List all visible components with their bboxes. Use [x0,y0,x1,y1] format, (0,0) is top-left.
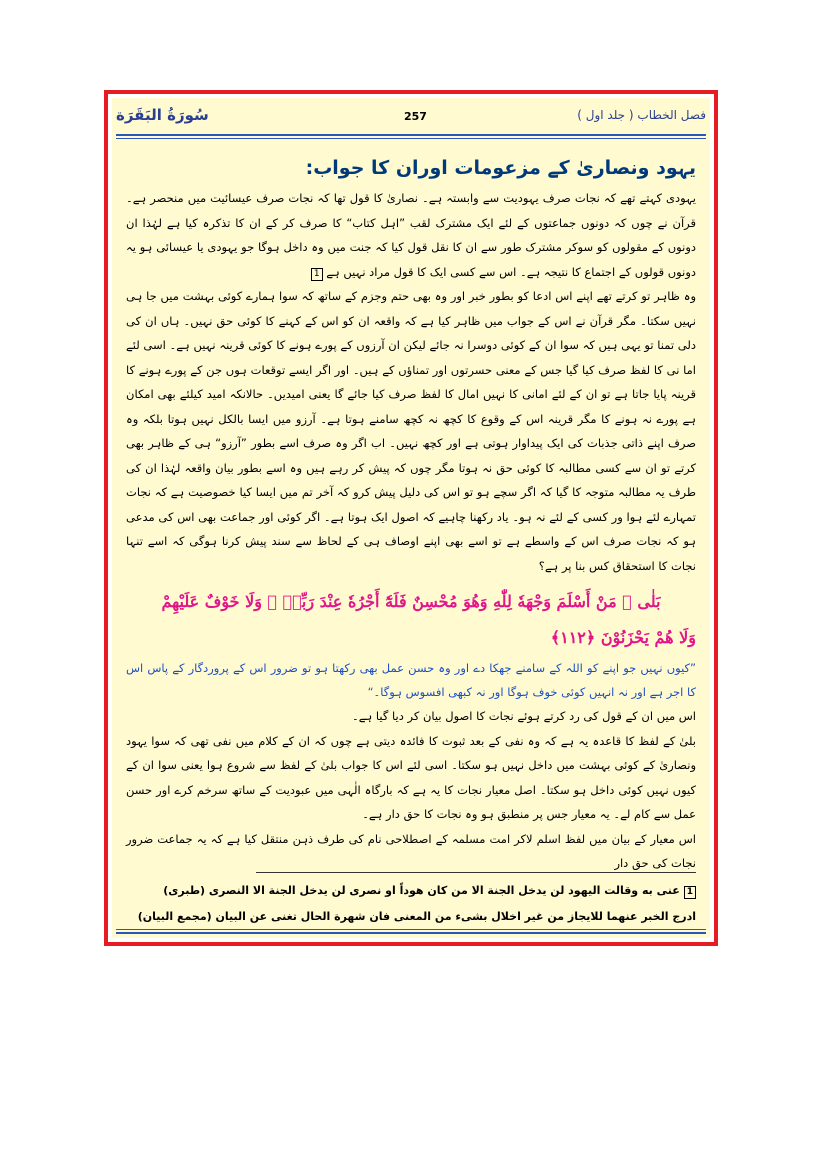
footnote-ref[interactable]: 1 [311,268,323,281]
ayah-translation: ”کیوں نہیں جو اپنے کو اللہ کے سامنے جھکا دے اور وہ حسن عمل بھی رکھتا ہو تو ضرور اس کے پروردگار کے پاس اس کا اجر ہے اور نہ انہیں کوئی خوف ہوگا اور نہ کبھی افسوس ہوگا۔“ [126,661,696,699]
footnote-number: 1 [684,886,696,899]
ayah-line: بَلٰى ۚ مَنْ أَسْلَمَ وَجْهَهٗ لِلّٰهِ وَهُوَ مُحْسِنٌ فَلَهٗٓ أَجْرُهٗ عِنْدَ رَبِّهٖ ۪ وَلَا خَوْفٌ عَلَيْهِمْ [161,592,661,611]
footnote [126,878,696,904]
paragraph: اس معیار کے بیان میں لفظ اسلم لاکر امت مسلمہ کے اصطلاحی نام کی طرف ذہن منتقل کیا ہے کہ یہ جماعت ضرور نجات کی حق دار [126,831,696,870]
footer-rule-thin [116,929,706,930]
paragraph: اس میں ان کے قول کی رد کرتے ہوئے نجات کا اصول بیان کر دیا گیا ہے۔ [352,709,696,723]
footnote-separator [256,872,696,873]
page-frame [104,90,718,946]
ayah-line: وَلَا هُمْ يَحْزَنُوْنَ ﴿١١٢﴾ [550,628,696,647]
running-header [116,106,706,130]
footnote [126,904,696,930]
section-heading: یہود ونصاریٰ کے مزعومات اوران کا جواب: [305,157,696,179]
header-rule [116,134,706,136]
page-number: 257 [404,110,427,123]
surah-title: سُورَةُ البَقَرَة [116,106,209,124]
book-title: فصل الخطاب ( جلد اول ) [577,108,706,122]
quran-ayah [126,584,696,656]
main-text [126,154,696,876]
footnote-text: عنی به وقالت الیهود لن یدخل الجنة الا من کان هوداً او نصری لن یدخل الجنة الا النصری (طبری) [163,884,680,897]
footnote-text: ادرج الخبر عنهما للایجاز من غیر اخلال بشیء من المعنی فان شهرة الحال تغنی عن البیان (مجمع البیان) [137,910,696,923]
footer-rule [116,932,706,934]
footnotes [126,878,696,930]
header-rule-thin [116,138,706,139]
page-inner [112,98,710,938]
paragraph [126,186,696,284]
paragraph: وہ ظاہر تو کرتے تھے اپنے اس ادعا کو بطور خبر اور وہ بھی حتم وجزم کے ساتھ کہ سوا ہمارے کوئی بہشت میں جا ہی نہیں سکتا۔ مگر قرآن نے اس کے جواب میں ظاہر کیا ہے کہ واقعہ ان کو اس کے کہنے کا کوئی حق نہیں۔ ہاں ان کی دلی تمنا تو یہی ہیں کہ سوا ان کے کوئی دوسرا نہ جائے لیکن ان آرزوں کے پورے ہونے کا کوئی قرینہ نہیں ہے۔ اسی لئے اما نی کا لفظ صرف کیا گیا جس کے معنی حسرتوں اور تمناؤں کے ہیں۔ اور اگر ایسے توقعات ہوں جن کے پورے ہونے کا قرینہ پایا جاتا ہے تو ان کے لئے امانی کا نہیں امال کا لفظ صرف کیا جائے گا یعنی امیدیں۔ حالانکہ امید کیلئے بھی امکان ہے پورے نہ ہونے کا مگر قرینہ اس کے وقوع کا کچھ نہ کچھ سامنے ہوتا ہے۔ آرزو میں ایسا بالکل نہیں ہوتا بلکہ وہ صرف اپنے ذاتی جذبات کی ایک پیداوار ہوتی ہے اور کچھ نہیں۔ اب اگر وہ صرف اسے بطور ”آرزو“ ہی کے ظاہر بھی کرتے تو ان سے کسی مطالبہ کا کوئی حق نہ ہوتا مگر چوں کہ پیش کر رہے ہیں وہ اسے بطور بیان واقعہ لہٰذا ان کی طرف یہ مطالبہ متوجہ کا گیا کہ اگر سچے ہو تو اس کی دلیل پیش کرو کہ آخر تم میں ایسا کیا خصوصیت ہے کہ نجات تمہارے لئے ہوا ور کسی کے لئے نہ ہو۔ یاد رکھنا چاہیے کہ اصول ایک ہوتا ہے۔ اگر کوئی اور جماعت بھی اس کی مدعی ہو کہ نجات صرف اس کے واسطے ہے تو اسے بھی اپنے اوصاف ہی کے لحاظ سے سند پیش کرنا ہوگی کہ اسے تنہا نجات کا استحقاق کس بنا پر ہے؟ [126,289,696,573]
paragraph: بلیٰ کے لفظ کا قاعدہ یہ ہے کہ وہ نفی کے بعد ثبوت کا فائدہ دیتی ہے چوں کہ ان کے کلام میں نفی تھی کہ سوا یہود ونصاریٰ کے کوئی بہشت میں داخل نہیں ہو سکتا۔ اسی لئے اس کا جواب بلیٰ کے لفظ سے شروع ہوا یعنی سوا ان کے کیوں نہیں کوئی داخل ہو سکتا۔ اصل معیار نجات کا یہ ہے کہ بارگاہ الٰہی میں عبودیت کے ساتھ سرخم کرے اور حسن عمل سے کام لے۔ یہ معیار جس پر منطبق ہو وہ نجات کا حق دار ہے۔ [126,733,696,821]
paragraph-text: یہودی کہتے تھے کہ نجات صرف یہودیت سے وابستہ ہے۔ نصاریٰ کا قول تھا کہ نجات صرف عیسائیت میں منحصر ہے۔ قرآن نے چوں کہ دونوں جماعتوں کے لئے ایک مشترک لقب ”اہل کتاب“ کا صرف کر کے ان کا تذکرہ کیا ہے لہٰذا ان دونوں کے مقولوں کو سوکر مشترک طور سے ان کا نقل قول کیا کہ جنت میں وہ داخل ہوگا جو یہودی یا عیسائی ہو یہ دونوں قولوں کے اجتماع کا نتیجہ ہے۔ اس سے کسی ایک کا قول مراد نہیں ہے [126,191,696,279]
